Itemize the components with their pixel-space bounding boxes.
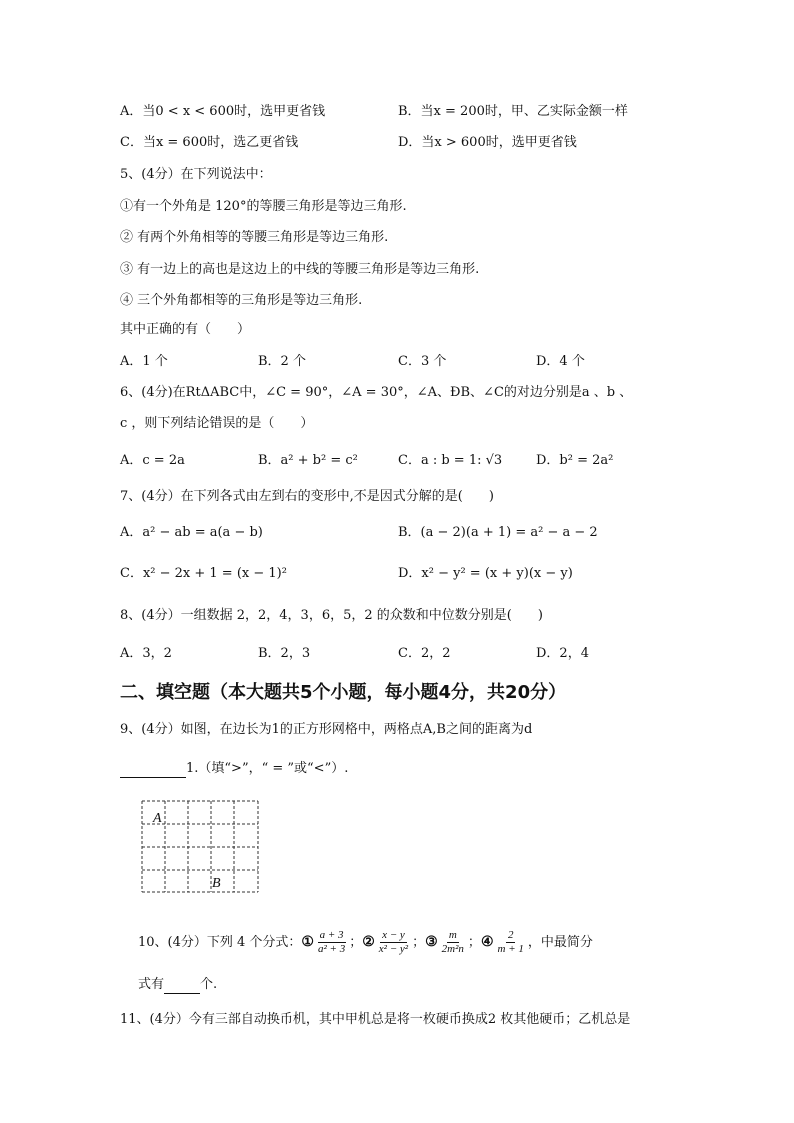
- q7-option-c: C．x² − 2x + 1 = (x − 1)²: [120, 566, 287, 581]
- q8-option-c: C．2，2: [398, 646, 451, 661]
- q10-f2-numerator: x − y: [382, 929, 405, 941]
- q10-prefix: 10、(4分）下列 4 个分式：: [138, 935, 302, 950]
- q9-answer-blank[interactable]: [120, 759, 186, 778]
- q10-line2-prefix: 式有: [138, 977, 165, 992]
- q8-option-a: A．3，2: [120, 646, 172, 661]
- q10-circle-2: ②: [362, 934, 375, 950]
- q4-option-c: C．当x = 600时，选乙更省钱: [120, 135, 299, 150]
- q6-option-b: B．a² + b² = c²: [258, 453, 358, 468]
- q10-line2: [138, 975, 217, 994]
- q10-f2-denominator: x² − y²: [378, 943, 409, 955]
- q7-option-a: A．a² − ab = a(a − b): [120, 525, 263, 540]
- q10-circle-3: ③: [425, 934, 438, 950]
- q10-f4-numerator: 2: [507, 929, 514, 941]
- q5-option-c: C．3 个: [398, 354, 447, 369]
- q4-option-a: A．当0 < x < 600时，选甲更省钱: [120, 104, 326, 119]
- q10-line2-suffix: 个.: [200, 977, 218, 992]
- q9-tail: 1.（填“>”，“ = ”或“<”）.: [186, 761, 349, 776]
- grid-point-a-label: A: [153, 811, 162, 826]
- q10-f4-denominator: m + 1: [497, 943, 524, 955]
- q5-statement-1: ①有一个外角是 120°的等腰三角形是等边三角形.: [120, 199, 407, 214]
- q10-f1-numerator: a + 3: [319, 929, 344, 941]
- grid-point-b-label: B: [212, 876, 221, 891]
- q8-option-b: B．2，3: [258, 646, 311, 661]
- q10-circle-4: ④: [480, 934, 494, 950]
- q5-option-d: D．4 个: [536, 354, 585, 369]
- q6-option-a: A．c = 2a: [120, 453, 185, 468]
- q7-option-d: D．x² − y² = (x + y)(x − y): [398, 566, 573, 581]
- q4-option-b: B．当x = 200时，甲、乙实际金额一样: [398, 104, 628, 119]
- q10-circle-1: ①: [301, 934, 314, 950]
- q6-stem-line2: c ，则下列结论错误的是（ ）: [120, 416, 314, 431]
- q5-stem: 5、(4分）在下列说法中：: [120, 167, 272, 182]
- q5-option-b: B．2 个: [258, 354, 306, 369]
- q5-ask: 其中正确的有（ ）: [120, 322, 251, 337]
- q7-stem: 7、(4分）在下列各式由左到右的变形中,不是因式分解的是( ): [120, 489, 494, 504]
- q8-option-d: D．2，4: [536, 646, 589, 661]
- q10-stem: 10、(4分）下列 4 个分式：① $\frac{a + 3}{\text{a² + 3}}$ ；② $\frac{x - y}{\text{x² − y²}}$ ；③ $\frac{m}{\text{2m²n}}$ ；④ $\frac{2}{m + 1}$ ，中最简分: [138, 929, 593, 955]
- q10-fraction-4: [496, 929, 526, 956]
- section-heading-fill-in: 二、填空题（本大题共5个小题，每小题4分，共20分）: [120, 682, 567, 703]
- q5-statement-2: ② 有两个外角相等的等腰三角形是等边三角形.: [120, 230, 389, 245]
- q10-answer-blank[interactable]: [164, 975, 200, 994]
- q5-statement-4: ④ 三个外角都相等的三角形是等边三角形.: [120, 293, 363, 308]
- q5-option-a: A．1 个: [120, 354, 168, 369]
- q6-option-c: C．a : b = 1: √3: [398, 453, 503, 468]
- q11-stem: 11、(4分）今有三部自动换币机，其中甲机总是将一枚硬币换成2 枚其他硬币；乙机总是: [120, 1012, 631, 1027]
- q10-f3-denominator: 2m²n: [441, 943, 464, 955]
- q4-option-d: D．当x > 600时，选甲更省钱: [398, 135, 577, 150]
- q9-grid-figure: [140, 798, 264, 894]
- q9-answer-line: [120, 759, 348, 778]
- q10-f1-denominator: a² + 3: [317, 943, 346, 955]
- q7-option-b: B．(a − 2)(a + 1) = a² − a − 2: [398, 525, 598, 540]
- q10-suffix: ，中最简分: [527, 935, 593, 950]
- q6-stem-line1: 6、(4分)在RtΔABC中，∠C = 90°，∠A = 30°，∠A、ÐB、∠C的对边分别是a 、b 、: [120, 385, 633, 400]
- q10-fraction-3: [440, 929, 466, 956]
- q6-option-d: D．b² = 2a²: [536, 453, 614, 468]
- q10-fraction-1: [316, 929, 347, 956]
- q10-fraction-2: [377, 929, 410, 956]
- q8-stem: 8、(4分）一组数据 2，2，4，3，6，5，2 的众数和中位数分别是( ): [120, 608, 543, 623]
- q5-statement-3: ③ 有一边上的高也是这边上的中线的等腰三角形是等边三角形.: [120, 262, 480, 277]
- q10-f3-numerator: m: [448, 929, 457, 941]
- q9-stem: 9、(4分）如图，在边长为1的正方形网格中，两格点A,B之间的距离为d: [120, 722, 533, 737]
